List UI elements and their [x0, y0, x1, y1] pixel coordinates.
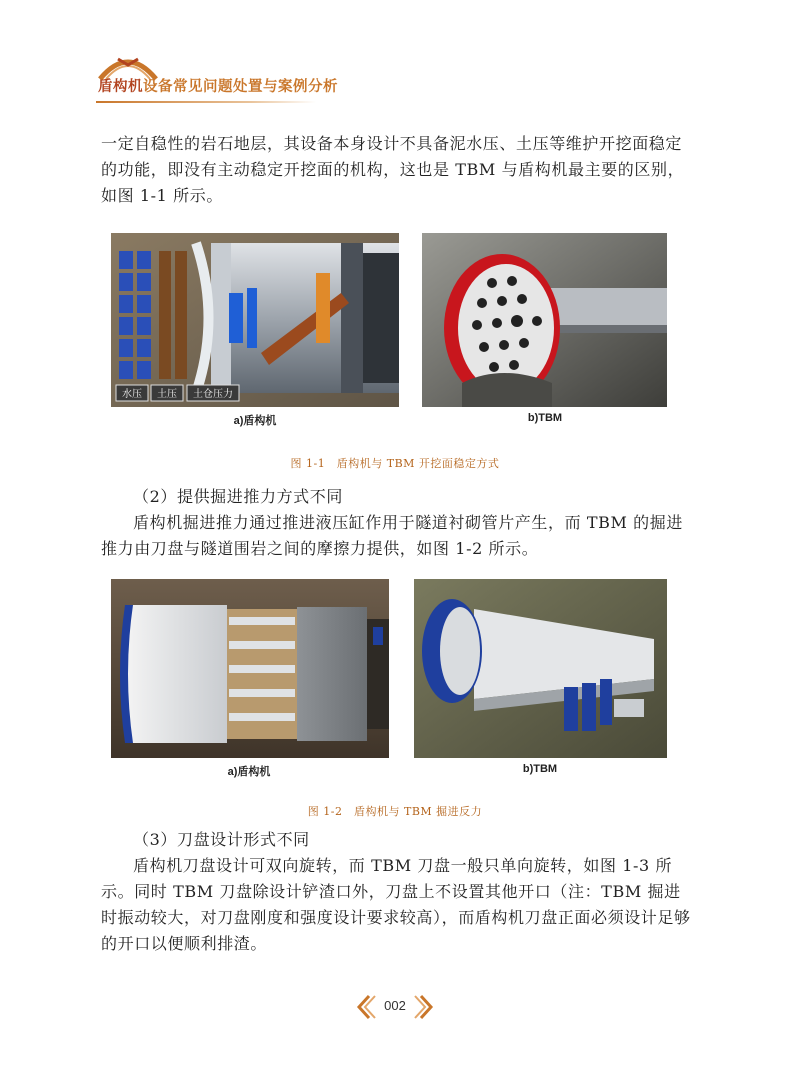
label-chamber-pressure: 土仓压力	[193, 389, 233, 400]
figure-1-1-caption: 图 1-1 盾构机与 TBM 开挖面稳定方式	[290, 457, 500, 470]
shield-machine-face-stability-image	[111, 233, 399, 407]
tbm-thrust-image	[414, 579, 667, 758]
label-water-pressure: 水压	[122, 389, 142, 400]
section-3	[101, 827, 691, 957]
tbm-face-image	[422, 233, 667, 407]
figure-1-2-subcaption-b: b)TBM	[522, 763, 558, 775]
section-2-heading: （2）提供掘进推力方式不同	[133, 487, 343, 506]
label-earth-pressure: 土压	[157, 389, 177, 400]
figure-1-1-subcaption-a: a)盾构机	[233, 415, 277, 427]
shield-machine-thrust-image	[111, 579, 389, 758]
paragraph-1	[101, 131, 691, 209]
section-3-body: 盾构机刀盘设计可双向旋转，而 TBM 刀盘一般只单向旋转，如图 1-3 所示。同时 TBM 刀盘除设计铲渣口外，刀盘上不设置其他开口（注：TBM 掘进时振动较大，对刀盘刚度和强度设计要求较高），而盾构机刀盘正面必须设计足够的开口以便顺利排渣。	[101, 856, 691, 953]
book-title-part1: 盾构机	[98, 79, 143, 95]
section-2	[101, 484, 691, 562]
figure-1-2-subcaption-a: a)盾构机	[227, 766, 271, 778]
header-divider	[96, 101, 316, 103]
book-title	[98, 75, 338, 96]
section-3-heading: （3）刀盘设计形式不同	[133, 830, 310, 849]
section-2-body: 盾构机掘进推力通过推进液压缸作用于隧道衬砌管片产生，而 TBM 的掘进推力由刀盘与隧道围岩之间的摩擦力提供，如图 1-2 所示。	[101, 513, 683, 558]
book-title-part2: 设备常见问题处置与案例分析	[143, 79, 338, 95]
figure-1-2-caption: 图 1-2 盾构机与 TBM 掘进反力	[307, 805, 483, 818]
figure-1-1-subcaption-b: b)TBM	[527, 412, 563, 424]
page-number: 002	[384, 998, 406, 1013]
paragraph-1-text: 一定自稳性的岩石地层，其设备本身设计不具备泥水压、土压等维护开挖面稳定的功能，即没有主动稳定开挖面的机构，这也是 TBM 与盾构机最主要的区别，如图 1-1 所示。	[101, 134, 685, 205]
